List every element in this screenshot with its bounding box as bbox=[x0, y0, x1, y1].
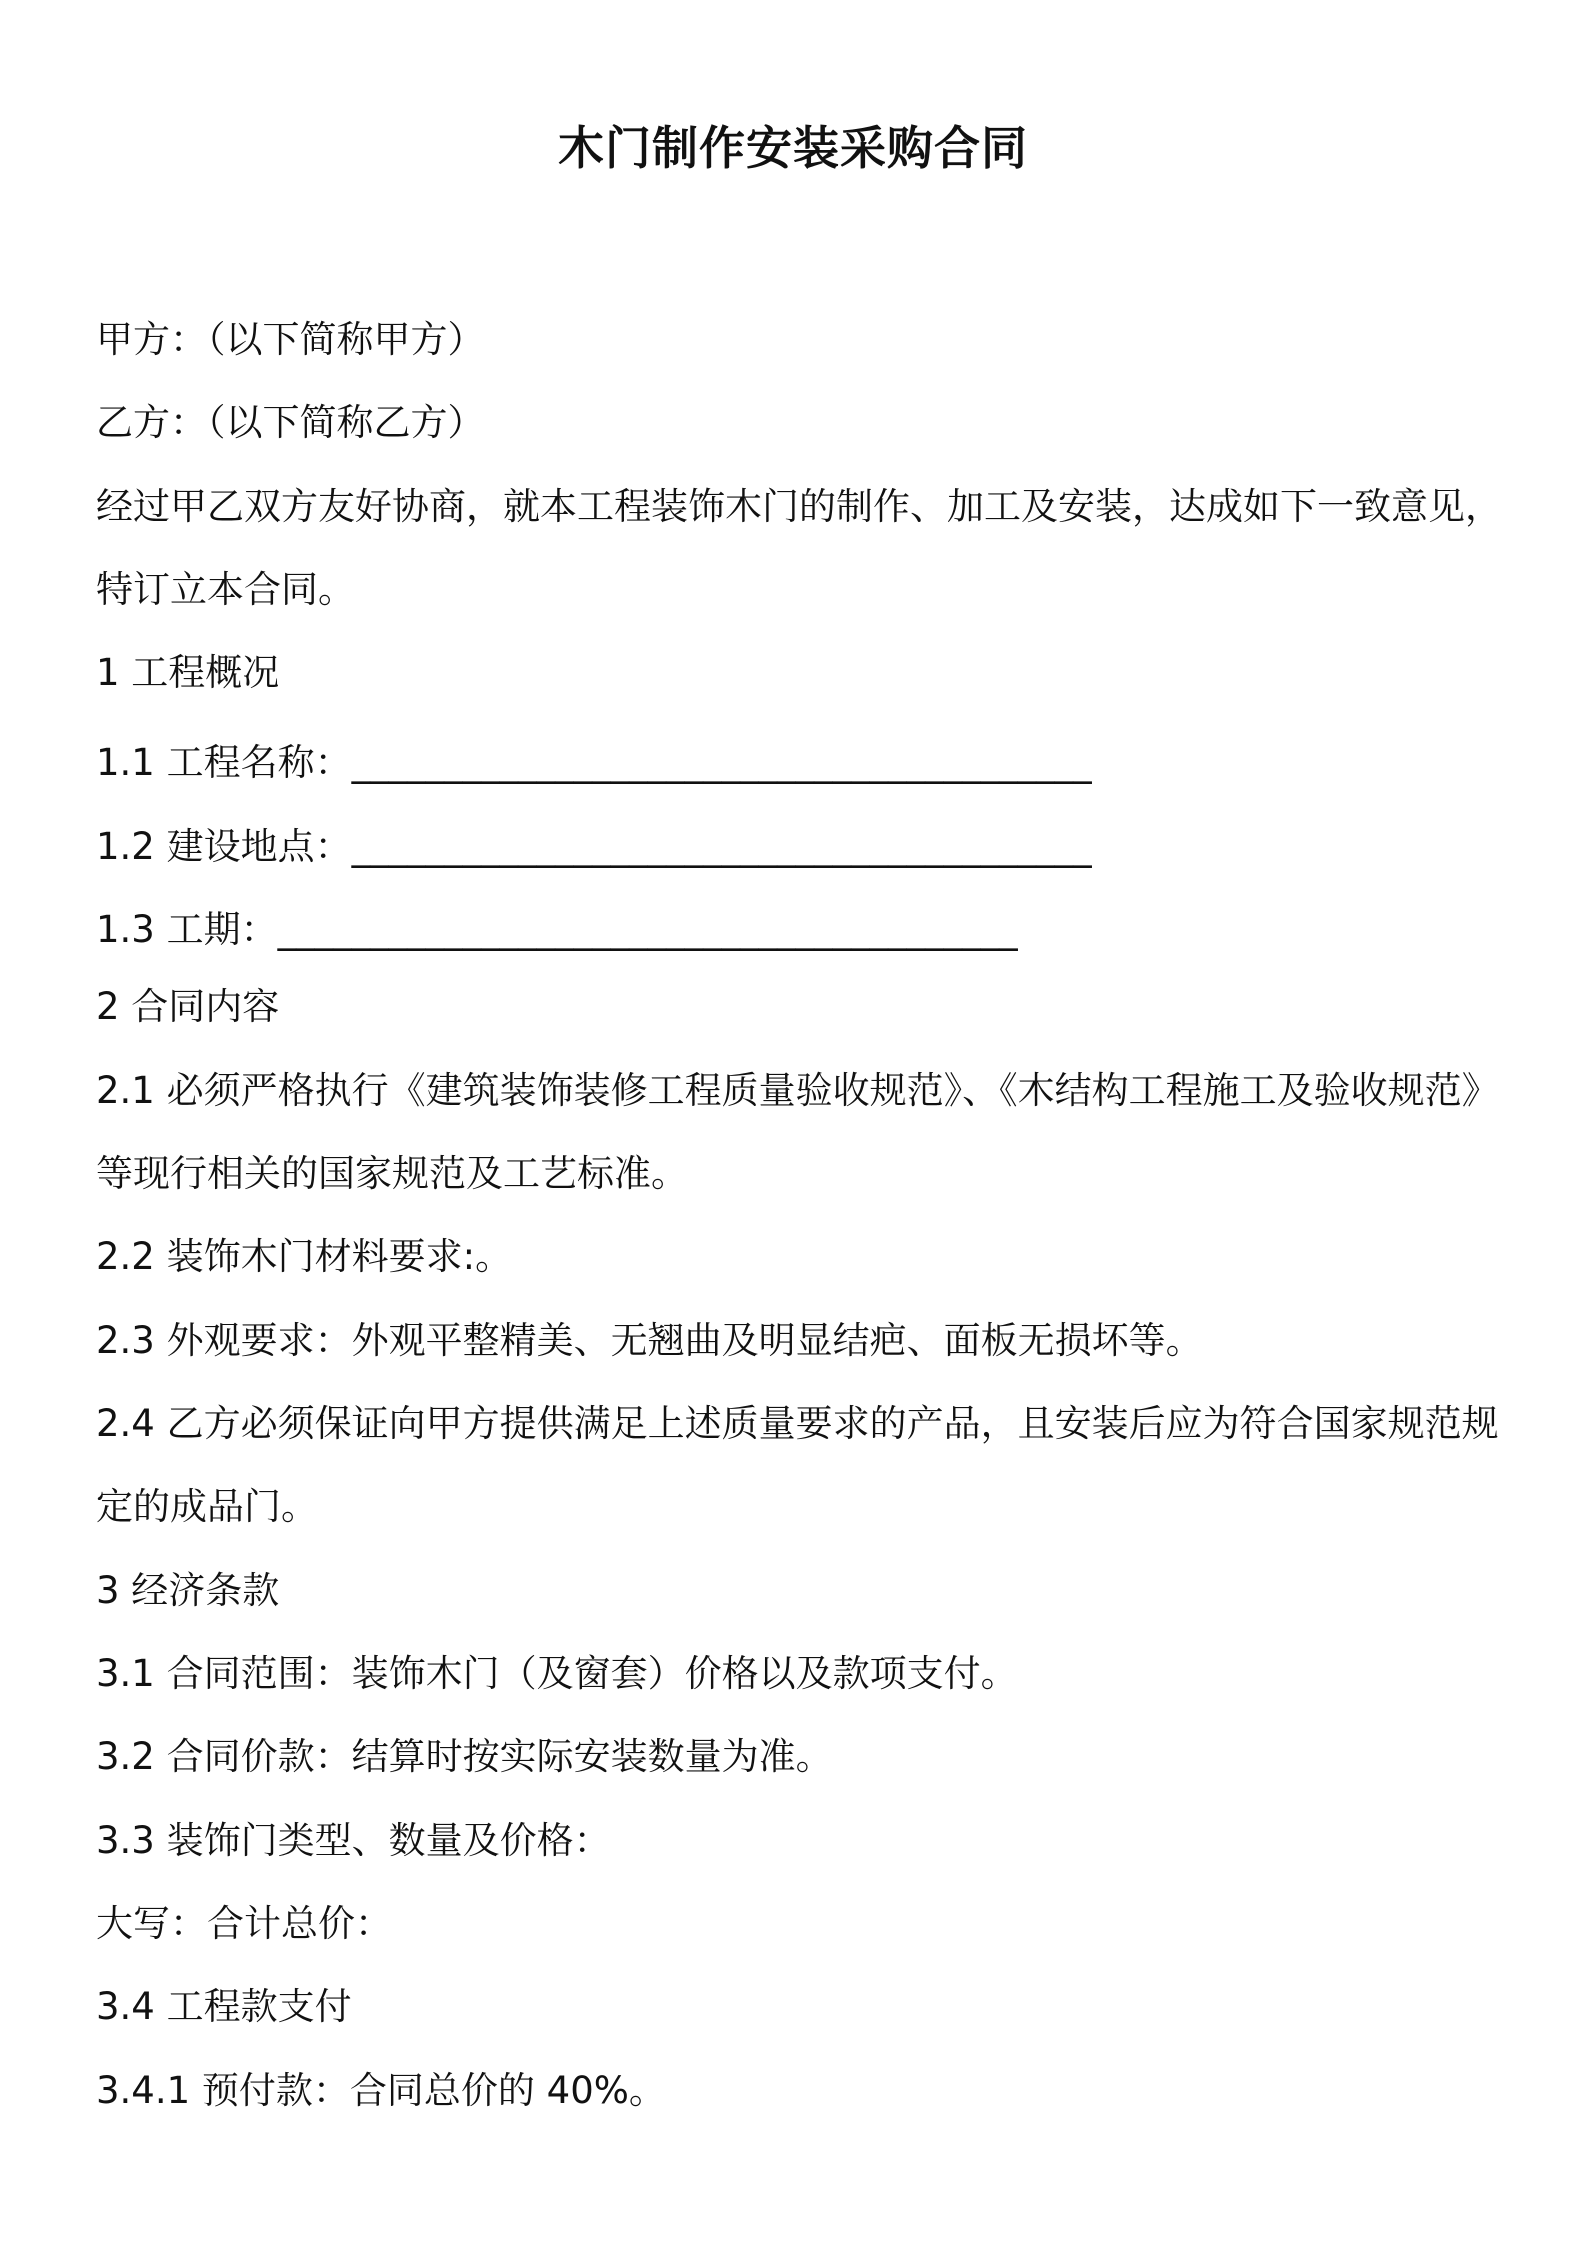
clause-1-2: 1.2 建设地点：________________________________________ bbox=[96, 825, 1092, 868]
clause-2-2: 2.2 装饰木门材料要求:。 bbox=[96, 1235, 513, 1278]
section-3-heading: 3 经济条款 bbox=[96, 1569, 280, 1612]
preamble-line-1: 经过甲乙双方友好协商，就本工程装饰木门的制作、加工及安装，达成如下一致意见， bbox=[96, 485, 1502, 528]
total-price-line: 大写：合计总价： bbox=[96, 1902, 392, 1945]
clause-3-4: 3.4 工程款支付 bbox=[96, 1985, 352, 2028]
preamble-line-2: 特订立本合同。 bbox=[96, 568, 355, 611]
clause-3-1: 3.1 合同范围：装饰木门（及窗套）价格以及款项支付。 bbox=[96, 1652, 1018, 1695]
clause-2-1-line-2: 等现行相关的国家规范及工艺标准。 bbox=[96, 1152, 688, 1195]
clause-1-1: 1.1 工程名称：________________________________________ bbox=[96, 741, 1092, 784]
clause-2-4-line-1: 2.4 乙方必须保证向甲方提供满足上述质量要求的产品，且安装后应为符合国家规范规 bbox=[96, 1402, 1499, 1445]
clause-2-1-line-1: 2.1 必须严格执行《建筑装饰装修工程质量验收规范》、《木结构工程施工及验收规范》 bbox=[96, 1069, 1499, 1112]
clause-2-3: 2.3 外观要求：外观平整精美、无翘曲及明显结疤、面板无损坏等。 bbox=[96, 1319, 1203, 1362]
document-title: 木门制作安装采购合同 bbox=[558, 121, 1028, 175]
clause-1-3: 1.3 工期：________________________________________ bbox=[96, 908, 1018, 951]
clause-2-4-line-2: 定的成品门。 bbox=[96, 1485, 318, 1528]
clause-3-4-1: 3.4.1 预付款：合同总价的 40%。 bbox=[96, 2069, 666, 2112]
section-1-heading: 1 工程概况 bbox=[96, 651, 280, 694]
section-2-heading: 2 合同内容 bbox=[96, 985, 280, 1028]
party-a-line: 甲方：（以下简称甲方） bbox=[96, 318, 485, 361]
clause-3-3: 3.3 装饰门类型、数量及价格： bbox=[96, 1819, 611, 1862]
party-b-line: 乙方：（以下简称乙方） bbox=[96, 401, 485, 444]
clause-3-2: 3.2 合同价款：结算时按实际安装数量为准。 bbox=[96, 1735, 833, 1778]
